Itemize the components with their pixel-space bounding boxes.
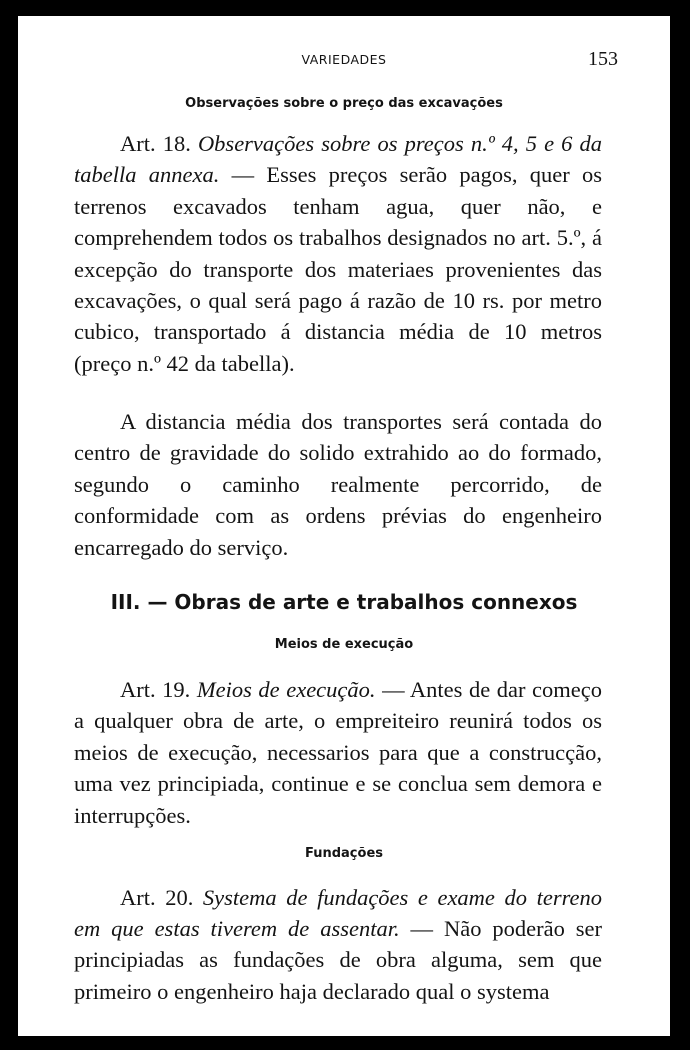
art-20-body: — Não poderão ser principiadas as fundações de obra alguma, sem que primeiro o engenheiro haja declarado qual o systema: [74, 916, 602, 1004]
art-18-italic-title: Observações sobre os preços n.º 4, 5 e 6 da tabella annexa.: [74, 131, 603, 188]
art-18-lead: Art. 18.: [120, 131, 198, 156]
paragraph-art-18: [74, 128, 602, 379]
running-head: VARIEDADES: [301, 52, 387, 67]
heading-fundacoes: Fundações: [304, 846, 383, 861]
art-20-lead: Art. 20.: [120, 885, 203, 910]
art-19-body: — Antes de dar começo a qualquer obra de arte, o empreiteiro reunirá todos os meios de execução, necessarios para que a construcção, uma vez principiada, continue e se conclua sem demora e interrupções.: [74, 677, 603, 828]
heading-observacoes: Observações sobre o preço das excavações: [185, 96, 503, 111]
heading-meios-de-execucao: Meios de execução: [274, 637, 414, 652]
paragraph-art-20: [74, 882, 602, 1007]
section-title-obras-de-arte: III. — Obras de arte e trabalhos connexos: [110, 590, 578, 614]
paragraph-distancia: A distancia média dos transportes será contada do centro de gravidade do solido extrahido ao do formado, segundo o caminho realmente percorrido, de conformidade com as ordens prévias do engenheiro encarregado do serviço.: [74, 409, 602, 560]
paragraph-art-19: [74, 674, 602, 831]
art-19-lead: Art. 19.: [120, 677, 197, 702]
art-18-body: — Esses preços serão pagos, quer os terrenos excavados tenham agua, quer não, e comprehendem todos os trabalhos designados no art. 5.º, á excepção do transporte dos materiaes provenientes das excavações, o qual será pago á razão de 10 rs. por metro cubico, transportado á distancia média de 10 metros (preço n.º 42 da tabella).: [74, 162, 603, 376]
page-number: 153: [588, 48, 618, 70]
book-page: [18, 16, 670, 1036]
art-20-italic-title: Systema de fundações e exame do terreno em que estas tiverem de assentar.: [74, 885, 602, 942]
art-19-italic-title: Meios de execução.: [196, 677, 376, 702]
